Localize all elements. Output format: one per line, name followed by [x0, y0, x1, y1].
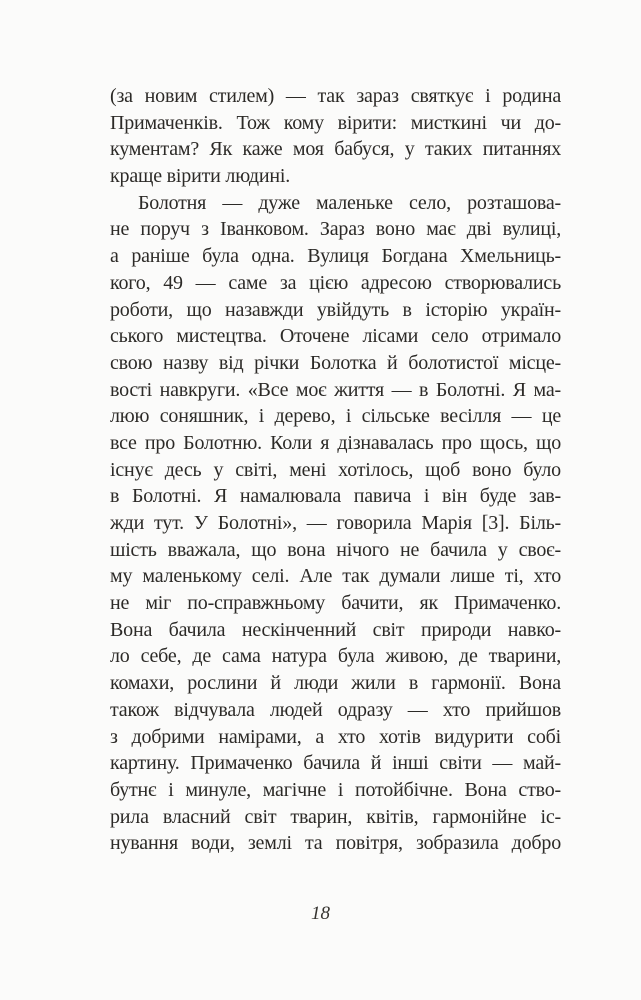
text-line: краще вірити людині.: [110, 165, 291, 188]
body-text: [110, 83, 561, 857]
text-line: а раніше була одна. Вулиця Богдана Хмельниць-: [110, 245, 561, 268]
text-line: Болотня — дуже маленьке село, розташова-: [138, 191, 561, 214]
text-line: все про Болотню. Коли я дізнавалась про щось, що: [110, 431, 561, 454]
text-line: жди тут. У Болотні», — говорила Марія [3]. Біль-: [110, 512, 561, 534]
text-line: з добрими намірами, а хто хотів видурити собі: [110, 725, 561, 748]
text-line: (за новим стилем) — так зараз святкує і родина: [110, 85, 561, 107]
text-line: роботи, що назавжди увійдуть в історію україн-: [110, 298, 561, 321]
text-line: свою назву від річки Болотка й болотистої місце-: [110, 351, 561, 374]
text-line: бутнє і минуле, магічне і потойбічне. Вона ство-: [110, 778, 561, 801]
text-line: в Болотні. Я намалювала павича і він буде зав-: [110, 485, 561, 508]
text-line: кого, 49 — саме за цією адресою створювались: [110, 271, 561, 294]
text-line: також відчувала людей одразу — хто прийшов: [110, 698, 561, 721]
text-line: картину. Примаченко бачила й інші світи — май-: [110, 752, 561, 775]
text-line: ло себе, де сама натура була живою, де тварини,: [110, 645, 561, 668]
text-line: комахи, рослини й люди жили в гармонії. Вона: [110, 672, 561, 695]
text-line: Вона бачила нескінченний світ природи навко-: [110, 618, 561, 641]
text-line: вості навкруги. «Все моє життя — в Болотні. Я ма-: [110, 378, 561, 401]
text-line: ського мистецтва. Оточене лісами село отримало: [110, 325, 561, 348]
text-line: не міг по-справжньому бачити, як Примаченко.: [110, 592, 561, 615]
text-line: існує десь у світі, мені хотілось, щоб воно було: [110, 458, 561, 481]
text-line: нування води, землі та повітря, зобразила добро: [110, 832, 561, 855]
page-number: 18: [311, 903, 330, 924]
text-line: шість вважала, що вона нічого не бачила у своє-: [110, 538, 561, 561]
text-line: люю соняшник, і дерево, і сільське весілля — це: [110, 405, 561, 428]
text-line: Примаченків. Тож кому вірити: мисткині чи до-: [110, 111, 561, 134]
text-line: рила власний світ тварин, квітів, гармонійне іс-: [110, 805, 561, 828]
text-line: не поруч з Іванковом. Зараз воно має дві вулиці,: [110, 218, 561, 241]
text-line: кументам? Як каже моя бабуся, у таких питаннях: [110, 138, 561, 161]
text-line: му маленькому селі. Але так думали лише ті, хто: [110, 565, 561, 588]
